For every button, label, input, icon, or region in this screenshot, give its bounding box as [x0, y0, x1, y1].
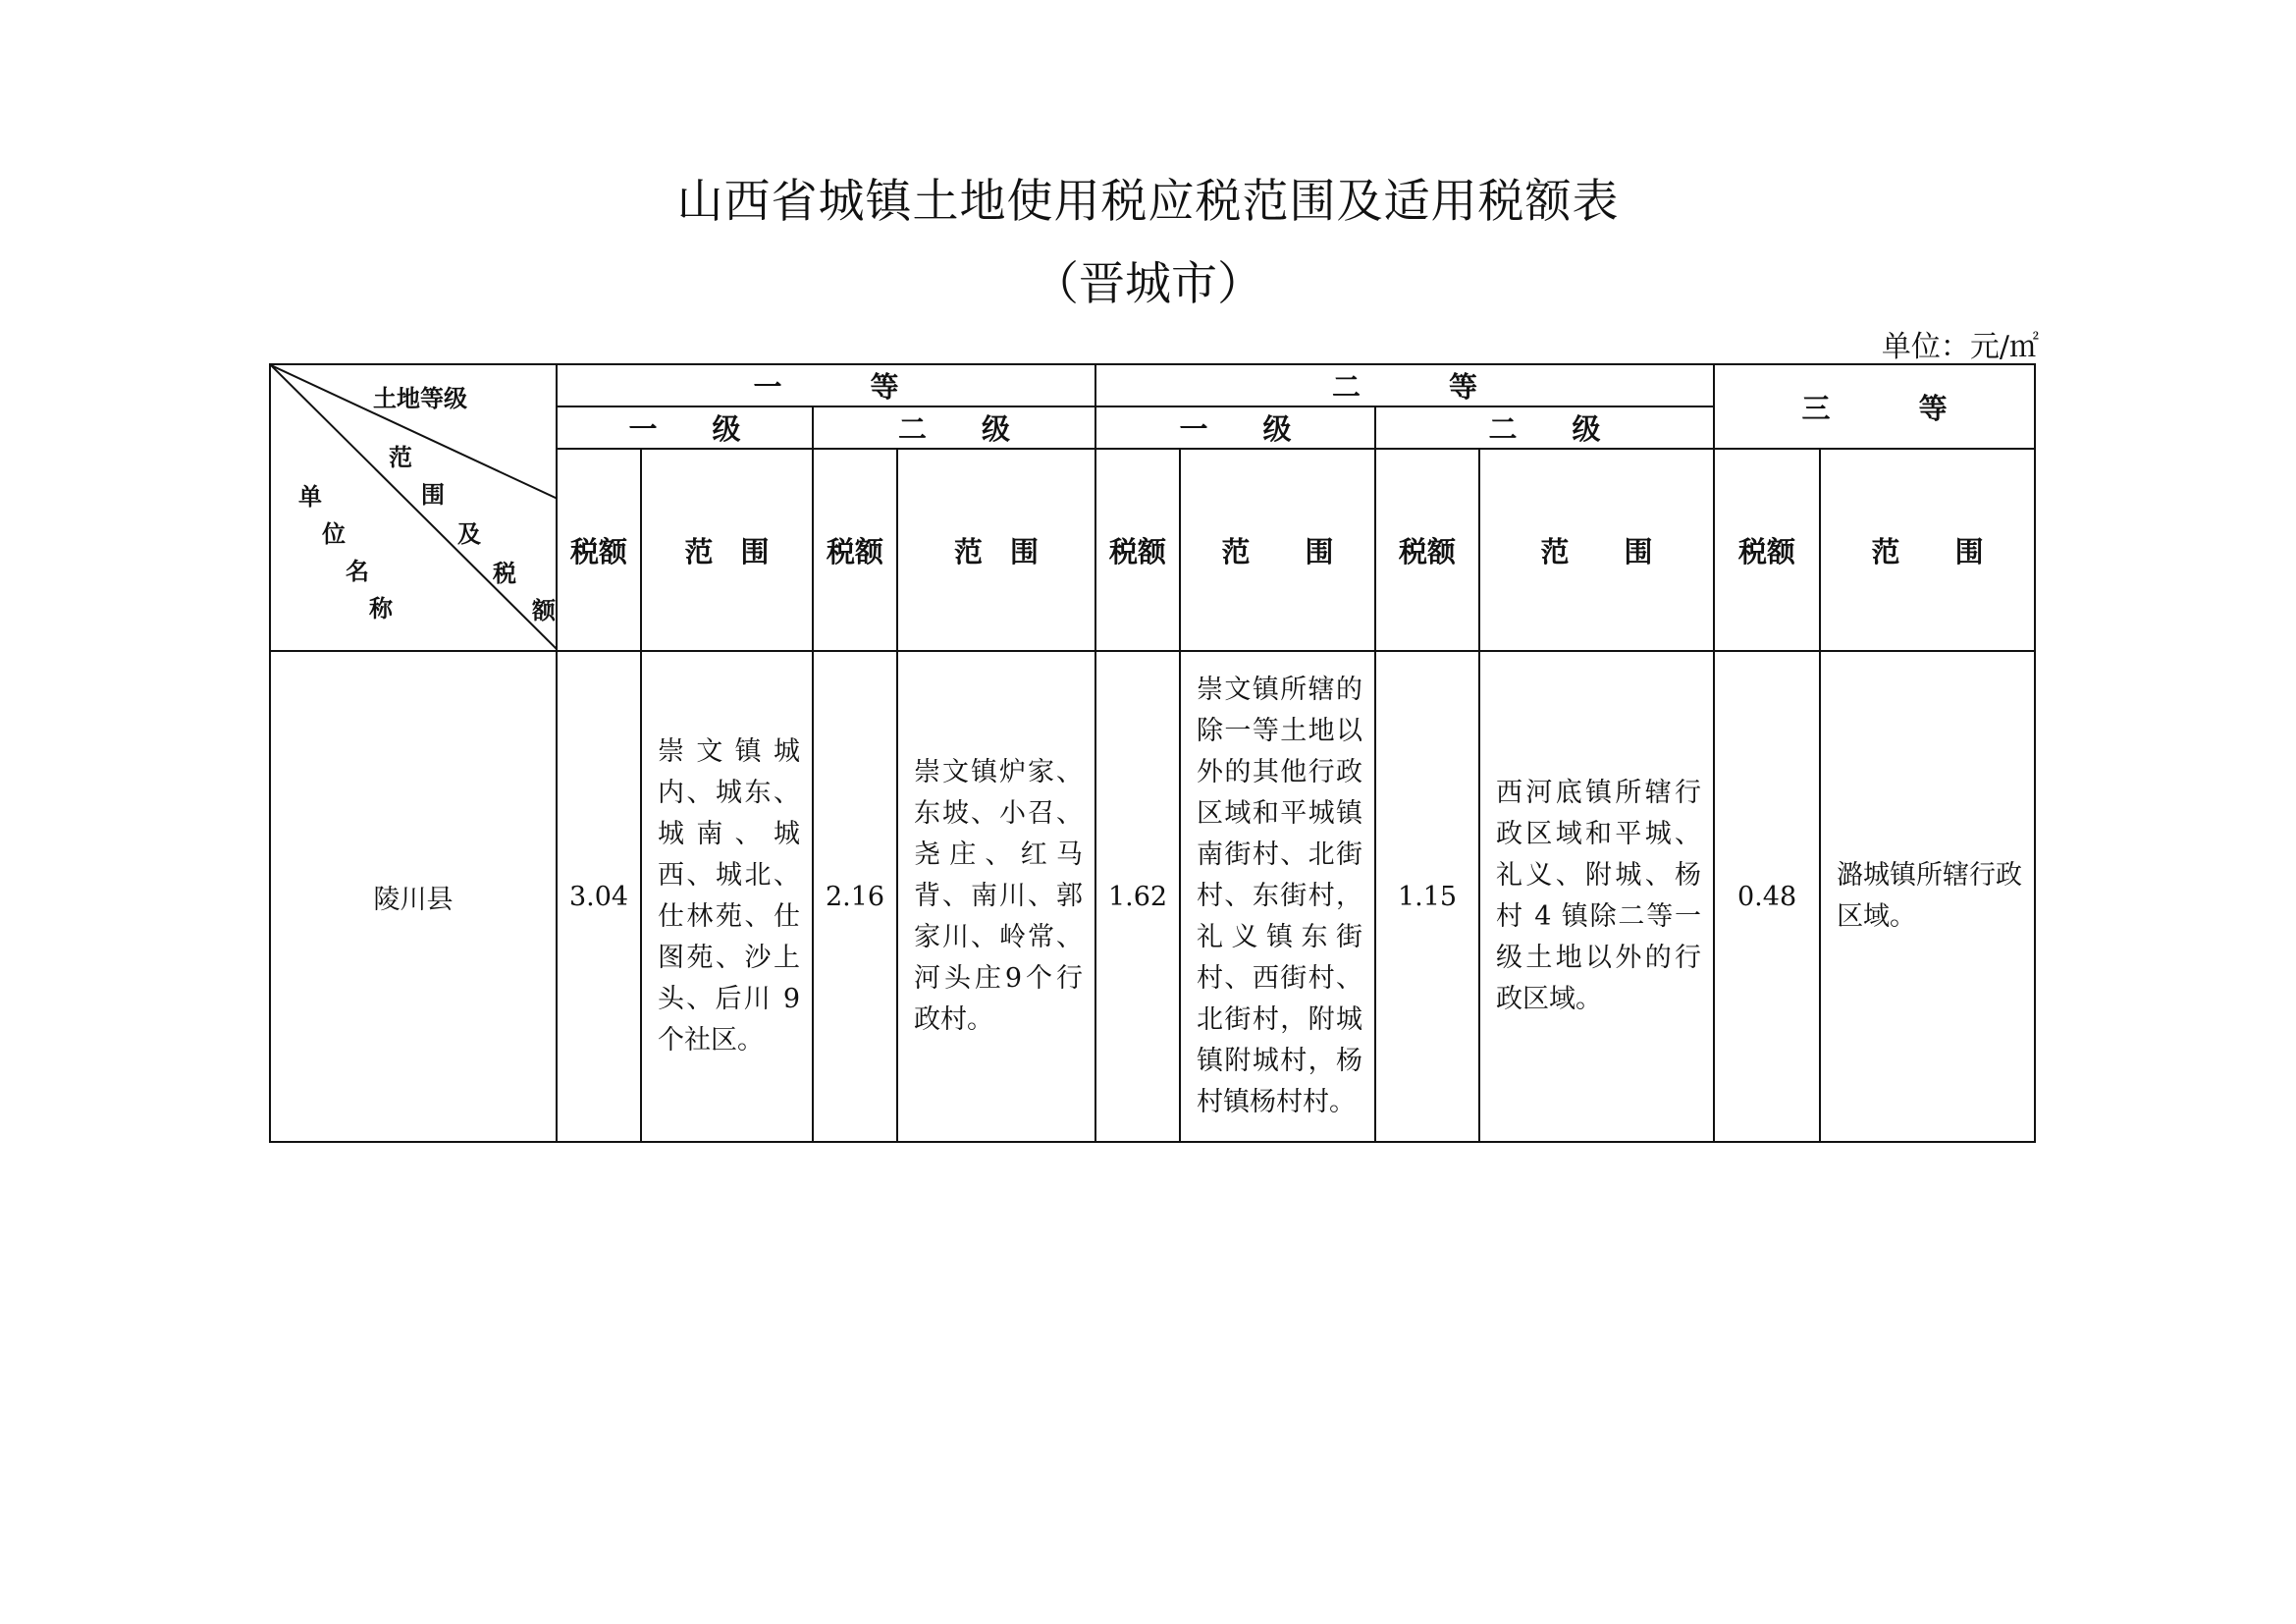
grade-second-header: 二 等: [1095, 364, 1714, 406]
corner-header-cell: [270, 364, 557, 651]
corner-unit-4: 称: [369, 595, 393, 623]
g2l1-tax: 1.62: [1095, 651, 1180, 1142]
page-title: 山西省城镇土地使用税应税范围及适用税额表: [676, 175, 1620, 229]
corner-range2: 围: [421, 481, 445, 509]
level-g1-l1-header: 一 级: [557, 406, 813, 449]
grade-first-header: 一 等: [557, 364, 1095, 406]
county-name: 陵川县: [270, 651, 557, 1142]
g3-tax: 0.48: [1714, 651, 1820, 1142]
range-header: 范 围: [641, 449, 813, 651]
range-header: 范 围: [1479, 449, 1714, 651]
level-g2-l2-header: 二 级: [1375, 406, 1714, 449]
g3-range: 潞城镇所辖行政区域。: [1820, 651, 2035, 1142]
tax-header: 税额: [557, 449, 641, 651]
page-subtitle: （晋城市）: [1033, 257, 1263, 311]
g2l1-range: 崇文镇所辖的除一等土地以外的其他行政区域和平城镇南街村、北街村、东街村，礼义镇东街村、西街村、北街村，附城镇附城村，杨村镇杨村村。: [1180, 651, 1375, 1142]
g1l1-range: 崇文镇城内、城东、城南、城西、城北、仕林苑、仕图苑、沙上头、后川 9 个社区。: [641, 651, 813, 1142]
table-row: [270, 651, 2035, 1142]
g1l1-tax: 3.04: [557, 651, 641, 1142]
corner-range: 范: [389, 444, 412, 471]
corner-tax: 税: [493, 560, 516, 587]
g2l2-range: 西河底镇所辖行政区域和平城、礼义、附城、杨村 4 镇除二等一级土地以外的行政区域。: [1479, 651, 1714, 1142]
corner-unit-1: 单: [298, 483, 322, 511]
range-header: 范 围: [1820, 449, 2035, 651]
g2l2-tax: 1.15: [1375, 651, 1479, 1142]
corner-land-grade: 土地等级: [373, 385, 467, 412]
tax-header: 税额: [1375, 449, 1479, 651]
grade-third-header: 三 等: [1714, 364, 2035, 449]
range-header: 范 围: [1180, 449, 1375, 651]
tax-header: 税额: [813, 449, 897, 651]
g1l2-range: 崇文镇炉家、东坡、小召、尧庄、红马背、南川、郭家川、岭常、河头庄9个行政村。: [897, 651, 1095, 1142]
g1l2-tax: 2.16: [813, 651, 897, 1142]
level-g1-l2-header: 二 级: [813, 406, 1095, 449]
tax-header: 税额: [1714, 449, 1820, 651]
unit-label: 单位：元/㎡: [1881, 330, 2039, 364]
level-g2-l1-header: 一 级: [1095, 406, 1375, 449]
corner-unit-2: 位: [322, 520, 346, 548]
tax-table: [269, 363, 2036, 1143]
range-header: 范 围: [897, 449, 1095, 651]
corner-amount: 额: [532, 597, 556, 624]
corner-unit-3: 名: [346, 558, 369, 585]
corner-and: 及: [457, 520, 481, 548]
tax-header: 税额: [1095, 449, 1180, 651]
